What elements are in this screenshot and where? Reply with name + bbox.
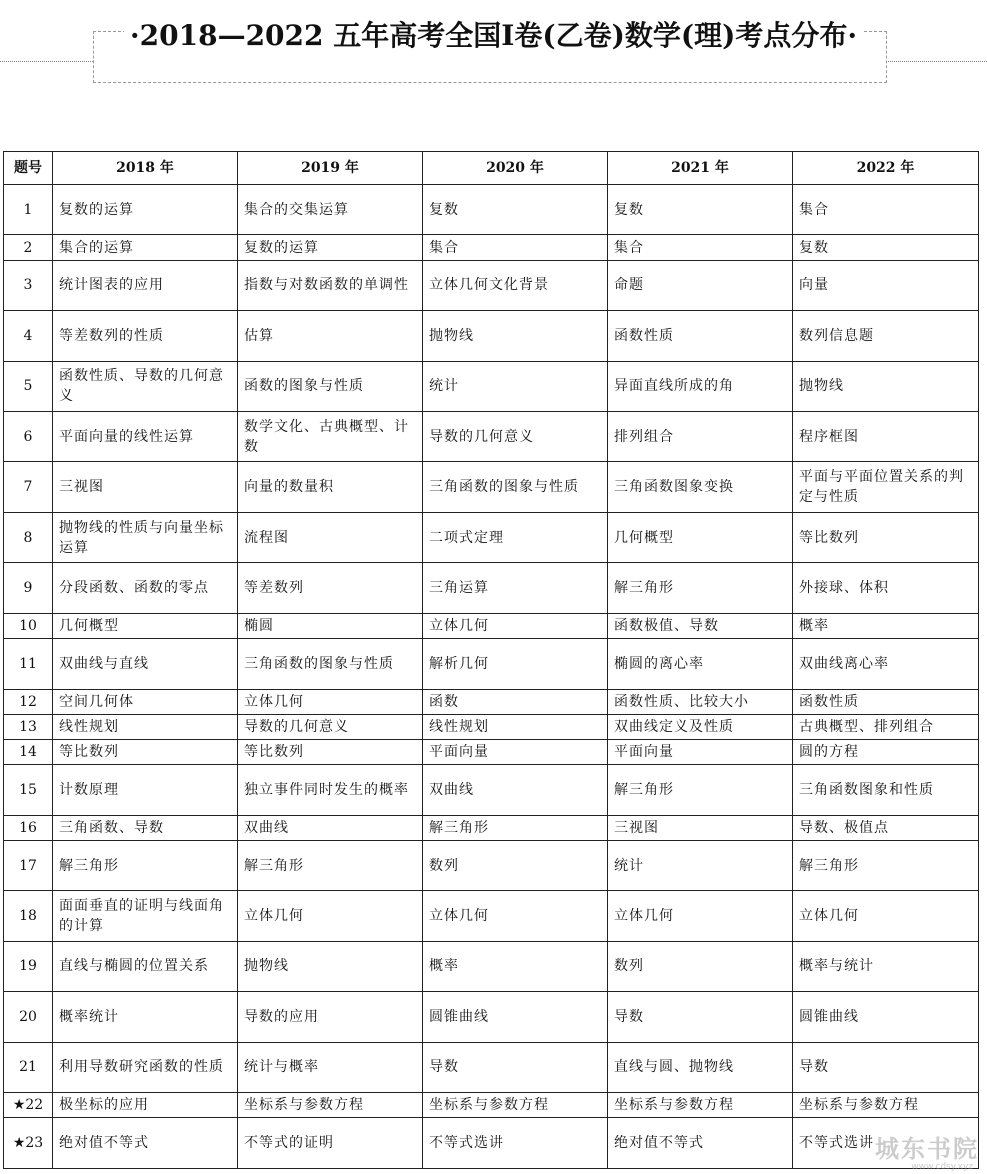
topic-cell: 命题 [608,260,793,310]
topic-cell: 函数性质 [608,311,793,361]
topic-cell: 函数性质、导数的几何意义 [53,361,238,411]
topic-cell: 圆锥曲线 [423,992,608,1042]
topic-cell: 集合的运算 [53,235,238,260]
row-number: 10 [4,613,53,638]
row-number: 19 [4,941,53,991]
topic-cell: 抛物线 [423,311,608,361]
topic-cell: 解析几何 [423,639,608,689]
topic-cell: 导数的几何意义 [238,714,423,739]
topic-cell: 坐标系与参数方程 [423,1093,608,1118]
topic-cell: 分段函数、函数的零点 [53,563,238,613]
topic-cell: 二项式定理 [423,512,608,562]
topic-cell: 解三角形 [53,840,238,890]
topic-cell: 数列 [423,840,608,890]
table-row [4,891,979,941]
row-number: 17 [4,840,53,890]
topic-cell: 集合 [423,235,608,260]
topic-cell: 集合 [793,185,979,235]
topic-cell: 统计图表的应用 [53,260,238,310]
row-number: 11 [4,639,53,689]
topic-cell: 解三角形 [423,815,608,840]
topic-cell: 几何概型 [608,512,793,562]
topic-cell: 双曲线与直线 [53,639,238,689]
row-number: 14 [4,739,53,764]
topic-cell: 三角函数图象和性质 [793,765,979,815]
row-number: 6 [4,412,53,462]
row-number: 9 [4,563,53,613]
row-number: ★22 [4,1093,53,1118]
topic-cell: 坐标系与参数方程 [793,1093,979,1118]
topic-cell: 复数 [608,185,793,235]
topic-cell: 空间几何体 [53,689,238,714]
topic-cell: 三角运算 [423,563,608,613]
topic-cell: 双曲线离心率 [793,639,979,689]
topic-cell: 立体几何 [423,891,608,941]
topic-cell: 数列信息题 [793,311,979,361]
topic-cell: 数学文化、古典概型、计数 [238,412,423,462]
topic-cell: 解三角形 [793,840,979,890]
table-row [4,512,979,562]
topic-cell: 利用导数研究函数的性质 [53,1042,238,1092]
topic-cell: 圆的方程 [793,739,979,764]
topic-cell: 不等式的证明 [238,1118,423,1169]
topic-cell: 流程图 [238,512,423,562]
topic-cell: 双曲线 [423,765,608,815]
topic-cell: 绝对值不等式 [608,1118,793,1169]
topic-cell: 圆锥曲线 [793,992,979,1042]
header-cell-2021: 2021 年 [608,152,793,185]
topic-cell: 平面向量的线性运算 [53,412,238,462]
topic-cell: 函数 [423,689,608,714]
topic-cell: 集合的交集运算 [238,185,423,235]
topic-cell: 解三角形 [608,765,793,815]
topic-cell: 等比数列 [53,739,238,764]
exam-topic-table [3,151,979,1169]
topic-cell: 导数 [423,1042,608,1092]
title-area [0,0,987,110]
row-number: 5 [4,361,53,411]
topic-cell: 解三角形 [238,840,423,890]
topic-cell: 抛物线的性质与向量坐标运算 [53,512,238,562]
topic-cell: 线性规划 [423,714,608,739]
topic-cell: 指数与对数函数的单调性 [238,260,423,310]
table-row [4,1118,979,1169]
topic-cell: 三角函数、导数 [53,815,238,840]
table-row [4,235,979,260]
table-row [4,992,979,1042]
table-row [4,412,979,462]
topic-cell: 等比数列 [238,739,423,764]
table-row [4,941,979,991]
topic-cell: 平面与平面位置关系的判定与性质 [793,462,979,512]
topic-cell: 等比数列 [793,512,979,562]
topic-cell: 古典概型、排列组合 [793,714,979,739]
row-number: 13 [4,714,53,739]
row-number: 4 [4,311,53,361]
topic-cell: 三角函数图象变换 [608,462,793,512]
topic-cell: 概率与统计 [793,941,979,991]
topic-cell: 复数的运算 [238,235,423,260]
topic-cell: 直线与椭圆的位置关系 [53,941,238,991]
table-row [4,361,979,411]
row-number: 8 [4,512,53,562]
table-row [4,815,979,840]
table-row [4,714,979,739]
topic-cell: 极坐标的应用 [53,1093,238,1118]
topic-cell: 立体几何 [238,689,423,714]
topic-cell: 概率 [793,613,979,638]
table-row [4,840,979,890]
row-number: 2 [4,235,53,260]
topic-cell: 坐标系与参数方程 [608,1093,793,1118]
table-row [4,639,979,689]
topic-cell: 统计与概率 [238,1042,423,1092]
table-row [4,1093,979,1118]
topic-cell: 立体几何 [238,891,423,941]
row-number: 16 [4,815,53,840]
topic-cell: 独立事件同时发生的概率 [238,765,423,815]
topic-cell: 双曲线 [238,815,423,840]
topic-cell: 椭圆 [238,613,423,638]
topic-cell: 统计 [423,361,608,411]
topic-cell: 平面向量 [608,739,793,764]
topic-cell: 复数 [793,235,979,260]
table-row [4,185,979,235]
topic-cell: 抛物线 [238,941,423,991]
header-cell-2020: 2020 年 [423,152,608,185]
topic-cell: 函数性质 [793,689,979,714]
topic-cell: 三角函数的图象与性质 [238,639,423,689]
header-cell-2018: 2018 年 [53,152,238,185]
topic-cell: 程序框图 [793,412,979,462]
topic-cell: 抛物线 [793,361,979,411]
topic-cell: 排列组合 [608,412,793,462]
topic-cell: 外接球、体积 [793,563,979,613]
topic-cell: 坐标系与参数方程 [238,1093,423,1118]
topic-cell: 双曲线定义及性质 [608,714,793,739]
topic-cell: 几何概型 [53,613,238,638]
topic-cell: 函数性质、比较大小 [608,689,793,714]
topic-cell: 立体几何 [793,891,979,941]
topic-cell: 函数的图象与性质 [238,361,423,411]
topic-cell: 面面垂直的证明与线面角的计算 [53,891,238,941]
topic-cell: 三视图 [53,462,238,512]
topic-cell: 向量的数量积 [238,462,423,512]
table-row [4,765,979,815]
page-title: ·2018—2022 五年高考全国Ⅰ卷(乙卷)数学(理)考点分布· [124,19,863,52]
header-cell-number: 题号 [4,152,53,185]
header-cell-2022: 2022 年 [793,152,979,185]
topic-cell: 立体几何文化背景 [423,260,608,310]
topic-cell: 绝对值不等式 [53,1118,238,1169]
topic-cell: 复数 [423,185,608,235]
topic-cell: 异面直线所成的角 [608,361,793,411]
row-number: 7 [4,462,53,512]
topic-cell: 计数原理 [53,765,238,815]
row-number: 1 [4,185,53,235]
row-number: 12 [4,689,53,714]
topic-cell: 不等式选讲 [793,1118,979,1169]
table-row [4,563,979,613]
table-row [4,1042,979,1092]
topic-cell: 概率统计 [53,992,238,1042]
table-row [4,462,979,512]
topic-cell: 集合 [608,235,793,260]
topic-cell: 向量 [793,260,979,310]
topic-cell: 函数极值、导数 [608,613,793,638]
topic-cell: 直线与圆、抛物线 [608,1042,793,1092]
topic-cell: 三视图 [608,815,793,840]
topic-cell: 概率 [423,941,608,991]
topic-cell: 统计 [608,840,793,890]
header-cell-2019: 2019 年 [238,152,423,185]
table-row [4,260,979,310]
row-number: 15 [4,765,53,815]
topic-cell: 不等式选讲 [423,1118,608,1169]
topic-cell: 数列 [608,941,793,991]
topic-cell: 三角函数的图象与性质 [423,462,608,512]
table-row [4,689,979,714]
topic-cell: 等差数列 [238,563,423,613]
watermark-url: www.cdsy.xyz [911,1162,973,1172]
topic-cell: 立体几何 [423,613,608,638]
header-row [4,152,979,185]
topic-cell: 平面向量 [423,739,608,764]
topic-cell: 估算 [238,311,423,361]
topic-cell: 解三角形 [608,563,793,613]
topic-cell: 椭圆的离心率 [608,639,793,689]
topic-cell: 导数的应用 [238,992,423,1042]
topic-cell: 导数 [608,992,793,1042]
row-number: 3 [4,260,53,310]
row-number: 18 [4,891,53,941]
row-number: ★23 [4,1118,53,1169]
topic-cell: 导数 [793,1042,979,1092]
topic-cell: 线性规划 [53,714,238,739]
topic-cell: 等差数列的性质 [53,311,238,361]
table-row [4,613,979,638]
watermark-logo: 城东书院 [875,1135,979,1163]
topic-cell: 立体几何 [608,891,793,941]
topic-cell: 导数、极值点 [793,815,979,840]
topic-cell: 导数的几何意义 [423,412,608,462]
table-row [4,311,979,361]
table-row [4,739,979,764]
row-number: 20 [4,992,53,1042]
row-number: 21 [4,1042,53,1092]
topic-cell: 复数的运算 [53,185,238,235]
